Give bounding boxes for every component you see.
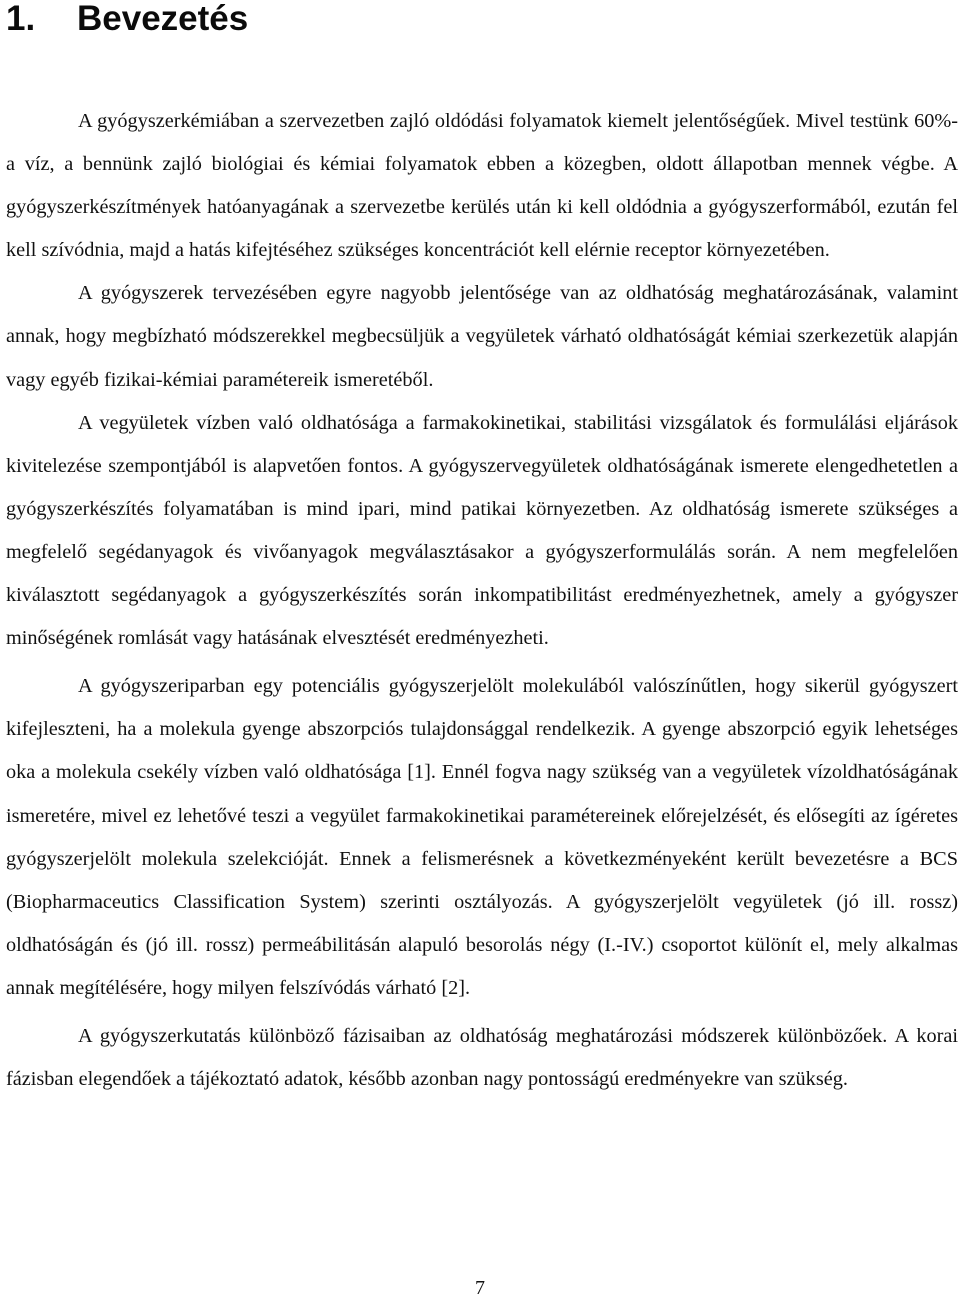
- paragraph-intro: A gyógyszerkémiában a szervezetben zajló oldódási folyamatok kiemelt jelentőségűek. Mivel testünk 60%-a víz, a bennünk zajló biológiai és kémiai folyamatok ebben a közegben, oldott állapotban mennek végbe. A gyógyszerkészítmények hatóanyagának a szervezetbe kerülés után ki kell oldódnia a gyógyszerformából, ezután fel kell szívódnia, majd a hatás kifejtéséhez szükséges koncentrációt kell elérnie receptor környezetében.: [6, 110, 958, 262]
- body-text: [6, 100, 958, 1101]
- paragraph-methods: A gyógyszerkutatás különböző fázisaiban az oldhatóság meghatározási módszerek különbözőek. A korai fázisban elegendőek a tájékoztató adatok, később azonban nagy pontosságú eredményekre van szükség.: [6, 1024, 958, 1091]
- paragraph-drug-design: A gyógyszerek tervezésében egyre nagyobb jelentősége van az oldhatóság meghatározásának, valamint annak, hogy megbízható módszerekkel megbecsüljük a vegyületek várható oldhatóságát kémiai szerkezetük alapján vagy egyéb fizikai-kémiai paramétereik ismeretéből.: [6, 282, 958, 391]
- paragraph-absorption: A gyógyszeriparban egy potenciális gyógyszerjelölt molekulából valószínűtlen, hogy sikerül gyógyszert kifejleszteni, ha a molekula gyenge abszorpciós tulajdonsággal rendelkezik. A gyenge abszorpció egyik lehetséges oka a molekula csekély vízben való oldhatósága [1]. Ennél fogva nagy szükség van a vegyületek vízoldhatóságának ismeretére, mivel ez lehetővé teszi a vegyület farmakokinetikai paramétereinek előrejelzését, és elősegíti az ígéretes gyógyszerjelölt molekula szelekcióját. Ennek a felismerésnek a következményeként került bevezetésre a BCS (Biopharmaceutics Classification System) szerinti osztályozás. A gyógyszerjelölt vegyületek (jó ill. rossz) oldhatóságán és (jó ill. rossz) permeábilitásán alapuló besorolás négy (I.-IV.) csoportot különít el, mely alkalmas annak megítélésére, hogy milyen felszívódás várható [2].: [6, 675, 958, 999]
- chapter-number: 1.: [6, 0, 36, 38]
- page-number: 7: [475, 1277, 485, 1299]
- chapter-title: Bevezetés: [77, 0, 249, 38]
- chapter-heading: [6, 0, 248, 41]
- paragraph-formulation: A vegyületek vízben való oldhatósága a farmakokinetikai, stabilitási vizsgálatok és formulálási eljárások kivitelezése szempontjából is alapvetően fontos. A gyógyszervegyületek oldhatóságának ismerete elengedhetetlen a gyógyszerkészítés folyamatában is mind ipari, mind patikai környezetben. Az oldhatóság ismerete szükséges a megfelelő segédanyagok és vivőanyagok megválasztásakor a gyógyszerformulálás során. A nem megfelelően kiválasztott segédanyagok a gyógyszerkészítés során inkompatibilitást eredményezhetnek, amely a gyógyszer minőségének romlását vagy hatásának elvesztését eredményezheti.: [6, 411, 958, 650]
